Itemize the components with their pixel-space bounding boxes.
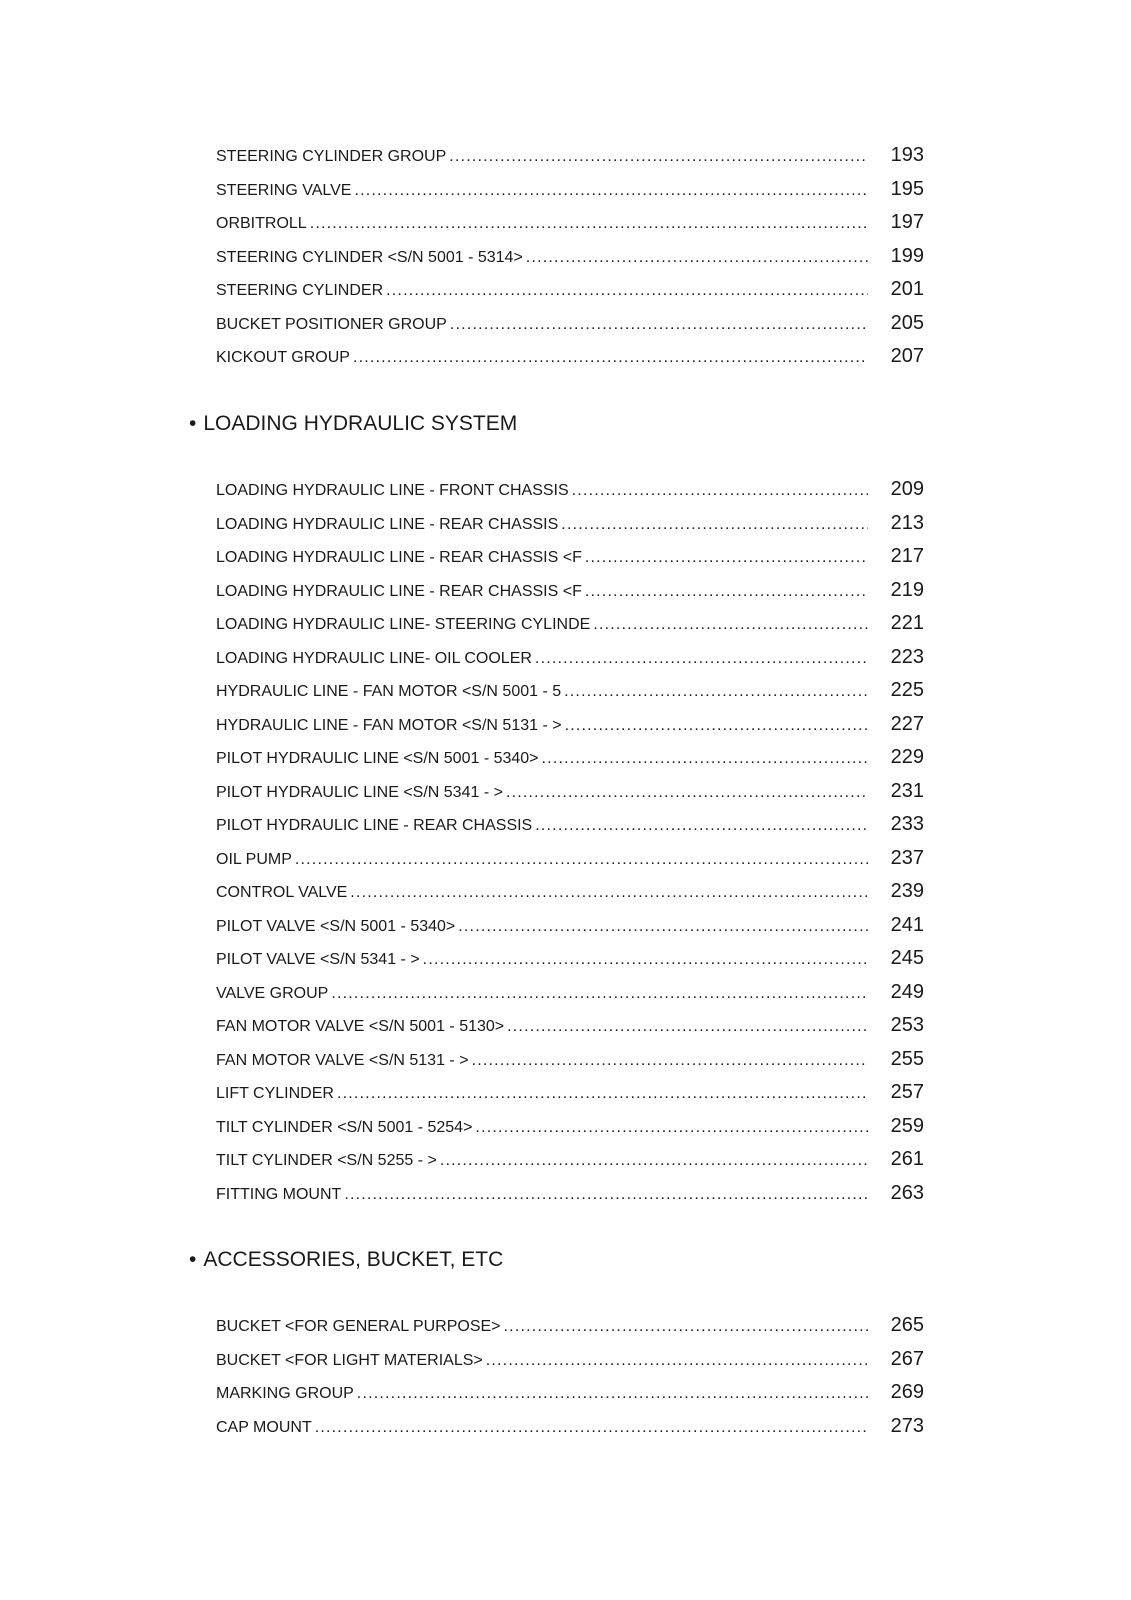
toc-entry-line — [216, 683, 868, 701]
toc-entry[interactable] — [0, 243, 1131, 277]
toc-page-number: 217 — [890, 545, 924, 567]
dot-leader — [542, 750, 868, 768]
toc-entry-title: LIFT CYLINDER — [216, 1085, 334, 1102]
toc-entry[interactable] — [0, 1012, 1131, 1046]
toc-page-number: 223 — [890, 645, 924, 668]
toc-entry-line — [216, 215, 868, 233]
toc-list — [0, 1312, 1131, 1446]
toc-entry[interactable] — [0, 142, 1131, 176]
dot-leader — [535, 817, 868, 835]
toc-page-number: 195 — [890, 177, 924, 200]
toc-entry-title: LOADING HYDRAULIC LINE - FRONT CHASSIS — [216, 482, 569, 499]
toc-page-number: 213 — [890, 511, 924, 534]
toc-entry-line — [216, 1419, 868, 1437]
dot-leader — [458, 918, 868, 936]
toc-entry-title: STEERING VALVE — [216, 181, 352, 199]
toc-entry[interactable] — [0, 811, 1131, 845]
toc-entry-title: FAN MOTOR VALVE <S/N 5001 - 5130> — [216, 1018, 505, 1035]
dot-leader — [565, 717, 868, 735]
toc-entry[interactable] — [0, 1146, 1131, 1180]
toc-entry-title: OIL PUMP — [216, 850, 292, 868]
toc-entry-title: KICKOUT GROUP — [216, 349, 350, 366]
toc-entry-line — [216, 549, 868, 567]
dot-leader — [353, 349, 868, 367]
toc-section-steering — [0, 142, 1131, 377]
dot-leader — [506, 784, 868, 802]
section-heading-text: ACCESSORIES, BUCKET, ETC — [203, 1248, 504, 1271]
toc-entry[interactable] — [0, 845, 1131, 879]
toc-entry-title: HYDRAULIC LINE - FAN MOTOR <S/N 5131 - > — [216, 716, 562, 734]
toc-page-number: 227 — [890, 712, 924, 735]
toc-page-number: 273 — [890, 1414, 924, 1437]
dot-leader — [572, 482, 868, 500]
toc-entry-line — [216, 516, 868, 534]
toc-page-number: 249 — [890, 980, 924, 1003]
toc-entry[interactable] — [0, 343, 1131, 377]
toc-entry-title: LOADING HYDRAULIC LINE - REAR CHASSIS — [216, 515, 559, 533]
section-heading-text: LOADING HYDRAULIC SYSTEM — [203, 412, 518, 435]
toc-entry[interactable] — [0, 1413, 1131, 1447]
dot-leader — [526, 249, 868, 267]
toc-entry-title: ORBITROLL — [216, 215, 307, 232]
toc-entry-title: LOADING HYDRAULIC LINE- STEERING CYLINDE — [216, 616, 591, 633]
toc-page-number: 239 — [890, 880, 924, 902]
toc-page-number: 255 — [890, 1047, 924, 1070]
toc-entry-title: LOADING HYDRAULIC LINE - REAR CHASSIS <F — [216, 549, 582, 566]
toc-entry-title: FITTING MOUNT — [216, 1185, 342, 1203]
toc-entry[interactable] — [0, 476, 1131, 510]
toc-entry-line — [216, 1085, 868, 1103]
toc-entry-line — [216, 750, 868, 768]
toc-page-number: 225 — [890, 679, 924, 701]
dot-leader — [585, 583, 868, 601]
toc-page-number: 237 — [890, 846, 924, 869]
toc-entry-title: HYDRAULIC LINE - FAN MOTOR <S/N 5001 - 5 — [216, 683, 562, 700]
toc-entry[interactable] — [0, 945, 1131, 979]
toc-list — [0, 142, 1131, 377]
toc-entry-title: STEERING CYLINDER <S/N 5001 - 5314> — [216, 248, 523, 266]
toc-entry-title: PILOT HYDRAULIC LINE - REAR CHASSIS — [216, 817, 533, 834]
toc-entry[interactable] — [0, 1346, 1131, 1380]
toc-entry-title: BUCKET POSITIONER GROUP — [216, 315, 447, 333]
toc-page-number: 229 — [890, 746, 924, 768]
dot-leader — [337, 1085, 868, 1103]
toc-entry[interactable] — [0, 510, 1131, 544]
toc-entry[interactable] — [0, 744, 1131, 778]
toc-entry[interactable] — [0, 1379, 1131, 1413]
toc-page-number: 245 — [890, 947, 924, 969]
dot-leader — [331, 985, 868, 1003]
toc-entry-line — [216, 282, 868, 300]
toc-entry-line — [216, 1318, 868, 1336]
toc-entry[interactable] — [0, 276, 1131, 310]
toc-entry[interactable] — [0, 1113, 1131, 1147]
toc-entry[interactable] — [0, 1312, 1131, 1346]
toc-entry-line — [216, 951, 868, 969]
toc-entry-line — [216, 616, 868, 634]
toc-page-number: 193 — [890, 144, 924, 166]
toc-entry-title: STEERING CYLINDER — [216, 282, 384, 299]
toc-entry[interactable] — [0, 1079, 1131, 1113]
toc-entry-line — [216, 1052, 868, 1070]
dot-leader — [507, 1018, 868, 1036]
toc-section-loading-hydraulic — [0, 476, 1131, 1213]
toc-page-number: 259 — [890, 1114, 924, 1137]
toc-entry-title: STEERING CYLINDER GROUP — [216, 148, 447, 165]
dot-leader — [357, 1385, 868, 1403]
toc-entry-line — [216, 650, 868, 668]
dot-leader — [486, 1352, 868, 1370]
toc-entry[interactable] — [0, 1180, 1131, 1214]
toc-entry[interactable] — [0, 644, 1131, 678]
toc-entry-title: TILT CYLINDER <S/N 5255 - > — [216, 1152, 437, 1169]
toc-entry[interactable] — [0, 610, 1131, 644]
toc-entry[interactable] — [0, 310, 1131, 344]
dot-leader — [535, 650, 868, 668]
toc-entry[interactable] — [0, 209, 1131, 243]
dot-leader — [585, 549, 868, 567]
toc-entry-line — [216, 1352, 868, 1370]
toc-entry-title: TILT CYLINDER <S/N 5001 - 5254> — [216, 1118, 473, 1136]
toc-page-number: 219 — [890, 578, 924, 601]
toc-page-number: 263 — [890, 1181, 924, 1204]
toc-entry[interactable] — [0, 1046, 1131, 1080]
dot-leader — [440, 1152, 868, 1170]
toc-page-number: 209 — [890, 478, 924, 500]
toc-entry-line — [216, 817, 868, 835]
toc-entry-title: LOADING HYDRAULIC LINE - REAR CHASSIS <F — [216, 582, 582, 600]
toc-entry[interactable] — [0, 912, 1131, 946]
dot-leader — [295, 851, 868, 869]
toc-entry-line — [216, 1385, 868, 1403]
toc-entry-title: PILOT HYDRAULIC LINE <S/N 5341 - > — [216, 783, 503, 801]
toc-entry-line — [216, 717, 868, 735]
bullet-icon: • — [189, 1248, 197, 1271]
toc-page-number: 241 — [890, 913, 924, 936]
toc-page-number: 199 — [890, 244, 924, 267]
toc-entry-line — [216, 884, 868, 902]
dot-leader — [449, 148, 868, 166]
toc-entry-title: BUCKET <FOR LIGHT MATERIALS> — [216, 1351, 483, 1369]
toc-entry-line — [216, 1152, 868, 1170]
toc-page-number: 257 — [890, 1081, 924, 1103]
toc-page-number: 269 — [890, 1381, 924, 1403]
toc-list — [0, 476, 1131, 1213]
toc-entry-line — [216, 482, 868, 500]
toc-page-number: 267 — [890, 1347, 924, 1370]
toc-entry[interactable] — [0, 543, 1131, 577]
bullet-icon: • — [189, 412, 197, 435]
toc-entry-title: MARKING GROUP — [216, 1385, 354, 1402]
toc-entry-title: LOADING HYDRAULIC LINE- OIL COOLER — [216, 649, 532, 667]
toc-entry-title: CAP MOUNT — [216, 1418, 312, 1436]
toc-entry-title: PILOT VALVE <S/N 5001 - 5340> — [216, 917, 456, 935]
toc-entry-line — [216, 249, 868, 267]
dot-leader — [354, 182, 868, 200]
toc-entry-line — [216, 851, 868, 869]
toc-entry[interactable] — [0, 711, 1131, 745]
dot-leader — [561, 516, 868, 534]
dot-leader — [564, 683, 868, 701]
dot-leader — [593, 616, 868, 634]
dot-leader — [475, 1119, 868, 1137]
toc-page-number: 231 — [890, 779, 924, 802]
dot-leader — [450, 316, 868, 334]
toc-entry-title: VALVE GROUP — [216, 984, 329, 1002]
toc-entry-line — [216, 148, 868, 166]
toc-entry-line — [216, 1119, 868, 1137]
dot-leader — [472, 1052, 868, 1070]
dot-leader — [423, 951, 868, 969]
toc-entry-title: FAN MOTOR VALVE <S/N 5131 - > — [216, 1051, 469, 1069]
dot-leader — [315, 1419, 868, 1437]
toc-entry-line — [216, 985, 868, 1003]
toc-entry[interactable] — [0, 677, 1131, 711]
toc-entry[interactable] — [0, 577, 1131, 611]
toc-entry-line — [216, 918, 868, 936]
toc-entry[interactable] — [0, 979, 1131, 1013]
dot-leader — [504, 1318, 868, 1336]
toc-entry-line — [216, 316, 868, 334]
toc-entry[interactable] — [0, 878, 1131, 912]
section-heading-accessories — [189, 1248, 503, 1272]
toc-entry-line — [216, 349, 868, 367]
toc-entry-title: CONTROL VALVE — [216, 884, 348, 901]
dot-leader — [386, 282, 868, 300]
toc-page-number: 221 — [890, 612, 924, 634]
toc-section-accessories — [0, 1312, 1131, 1446]
toc-entry-line — [216, 784, 868, 802]
toc-entry-title: PILOT HYDRAULIC LINE <S/N 5001 - 5340> — [216, 750, 539, 767]
section-heading-loading-hydraulic — [189, 412, 517, 436]
toc-entry-line — [216, 583, 868, 601]
toc-entry-line — [216, 1018, 868, 1036]
toc-page-number: 197 — [890, 211, 924, 233]
dot-leader — [310, 215, 868, 233]
toc-page-number: 207 — [890, 345, 924, 367]
toc-page-number: 201 — [890, 278, 924, 300]
toc-page-number: 265 — [890, 1314, 924, 1336]
dot-leader — [350, 884, 868, 902]
dot-leader — [344, 1186, 868, 1204]
toc-entry[interactable] — [0, 176, 1131, 210]
toc-entry-line — [216, 182, 868, 200]
toc-entry-title: PILOT VALVE <S/N 5341 - > — [216, 951, 420, 968]
toc-page-number: 261 — [890, 1148, 924, 1170]
toc-page-number: 233 — [890, 813, 924, 835]
toc-entry[interactable] — [0, 778, 1131, 812]
toc-page-number: 253 — [890, 1014, 924, 1036]
toc-entry-title: BUCKET <FOR GENERAL PURPOSE> — [216, 1318, 501, 1335]
toc-page-number: 205 — [890, 311, 924, 334]
toc-entry-line — [216, 1186, 868, 1204]
